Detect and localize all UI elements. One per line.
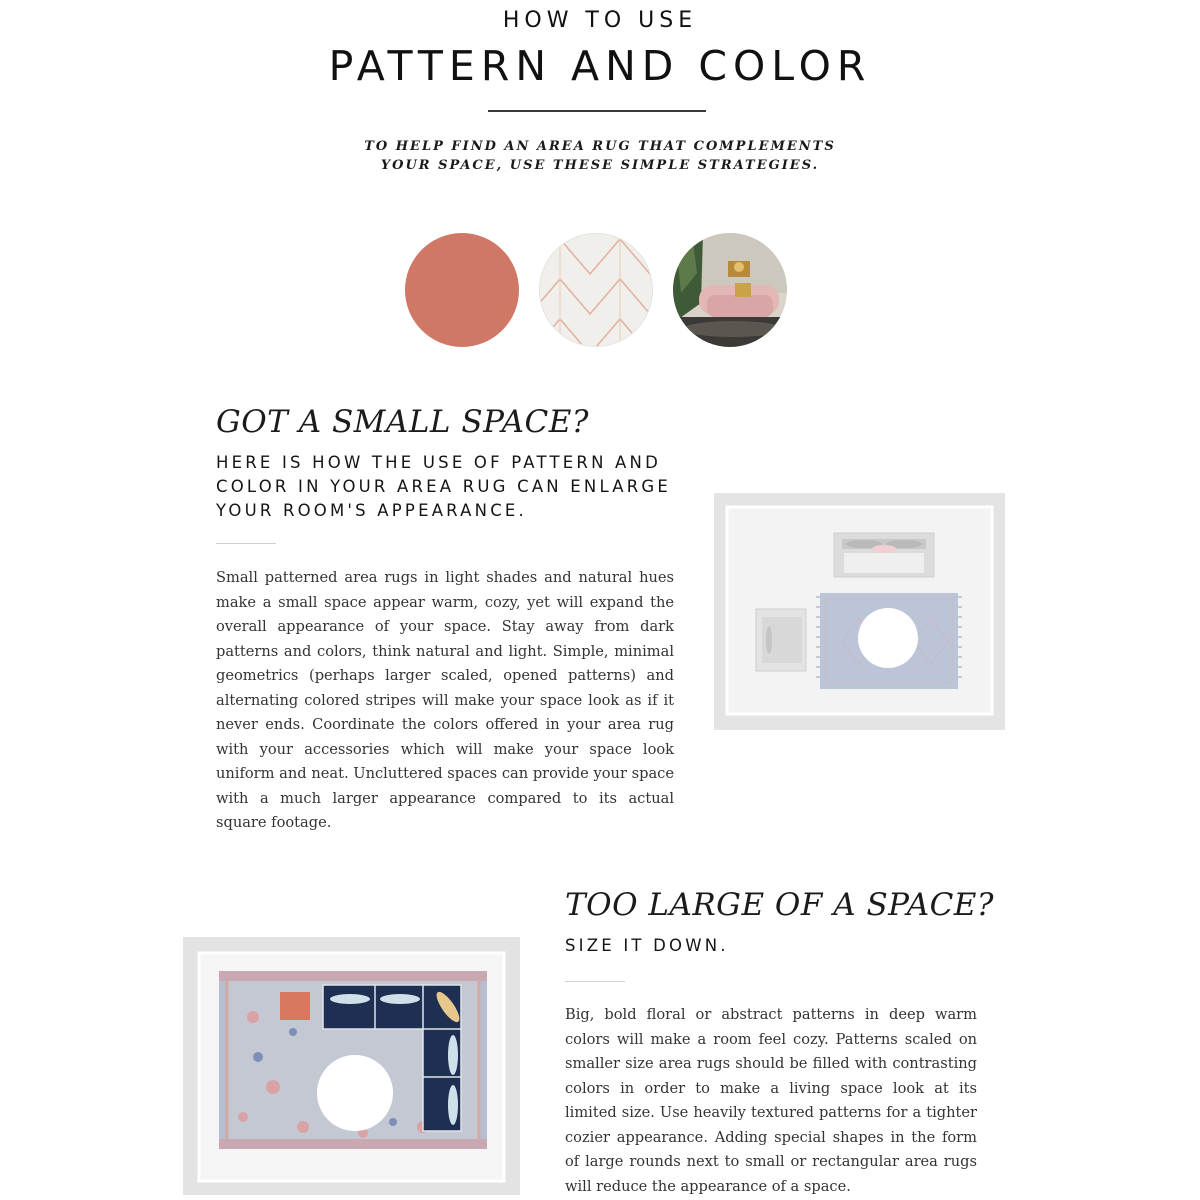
living-room-photo-swatch — [673, 233, 787, 347]
large-space-body — [565, 1003, 977, 1199]
small-space-subtitle-line-2: COLOR IN YOUR AREA RUG CAN ENLARGE — [216, 477, 671, 496]
rug-pattern-swatch — [539, 233, 653, 347]
pink-sofa-room-image — [673, 233, 787, 347]
large-room-layout-diagram — [183, 937, 520, 1195]
large-space-divider — [565, 981, 625, 982]
round-table-icon — [858, 608, 918, 668]
round-coffee-table-icon — [317, 1055, 393, 1131]
page-title: PATTERN AND COLOR — [328, 42, 872, 90]
diamond-pattern-icon — [540, 234, 653, 347]
large-space-title: TOO LARGE OF A SPACE? — [565, 887, 995, 923]
terracotta-color-swatch — [405, 233, 519, 347]
intro-text — [0, 137, 1200, 175]
intro-line-2: YOUR SPACE, USE THESE SIMPLE STRATEGIES. — [380, 158, 820, 173]
large-space-body-text: Big, bold floral or abstract patterns in deep warm colors will make a room feel cozy. Patterns scaled on smaller size area rugs should be filled with contrasting colors in order to make a living space look at its limited size. Use heavily textured patterns for a tighter cozier appearance. Adding special shapes in the form of large rounds next to small or rectangular area rugs will reduce the appearance of a space. — [565, 1006, 977, 1195]
small-space-subtitle-line-1: HERE IS HOW THE USE OF PATTERN AND — [216, 453, 661, 472]
small-room-layout-diagram — [714, 493, 1005, 730]
large-space-subtitle: SIZE IT DOWN. — [565, 936, 729, 955]
small-space-body — [216, 566, 674, 836]
large-room-floor-plan — [183, 937, 520, 1195]
small-room-floor-plan — [714, 493, 1005, 730]
page-kicker: HOW TO USE — [502, 8, 698, 33]
small-space-subtitle-line-3: YOUR ROOM'S APPEARANCE. — [216, 501, 527, 520]
intro-line-1: TO HELP FIND AN AREA RUG THAT COMPLEMENTS — [364, 139, 836, 154]
orange-accent-square — [280, 992, 310, 1020]
title-divider — [488, 110, 706, 112]
small-space-title: GOT A SMALL SPACE? — [216, 404, 589, 440]
small-space-subtitle — [216, 451, 686, 523]
small-space-divider — [216, 543, 276, 544]
small-space-body-text: Small patterned area rugs in light shades and natural hues make a small space appear warm, cozy, yet will expand the overall appearance of your space. Stay away from dark patterns and colors, think natural and light. Simple, minimal geometrics (perhaps larger scaled, opened patterns) and alternating colored stripes will make your space look as if it never ends. Coordinate the colors offered in your area rug with your accessories which will make your space look uniform and neat. Uncluttered spaces can provide your space with a much larger appearance compared to its actual square footage. — [216, 569, 674, 831]
